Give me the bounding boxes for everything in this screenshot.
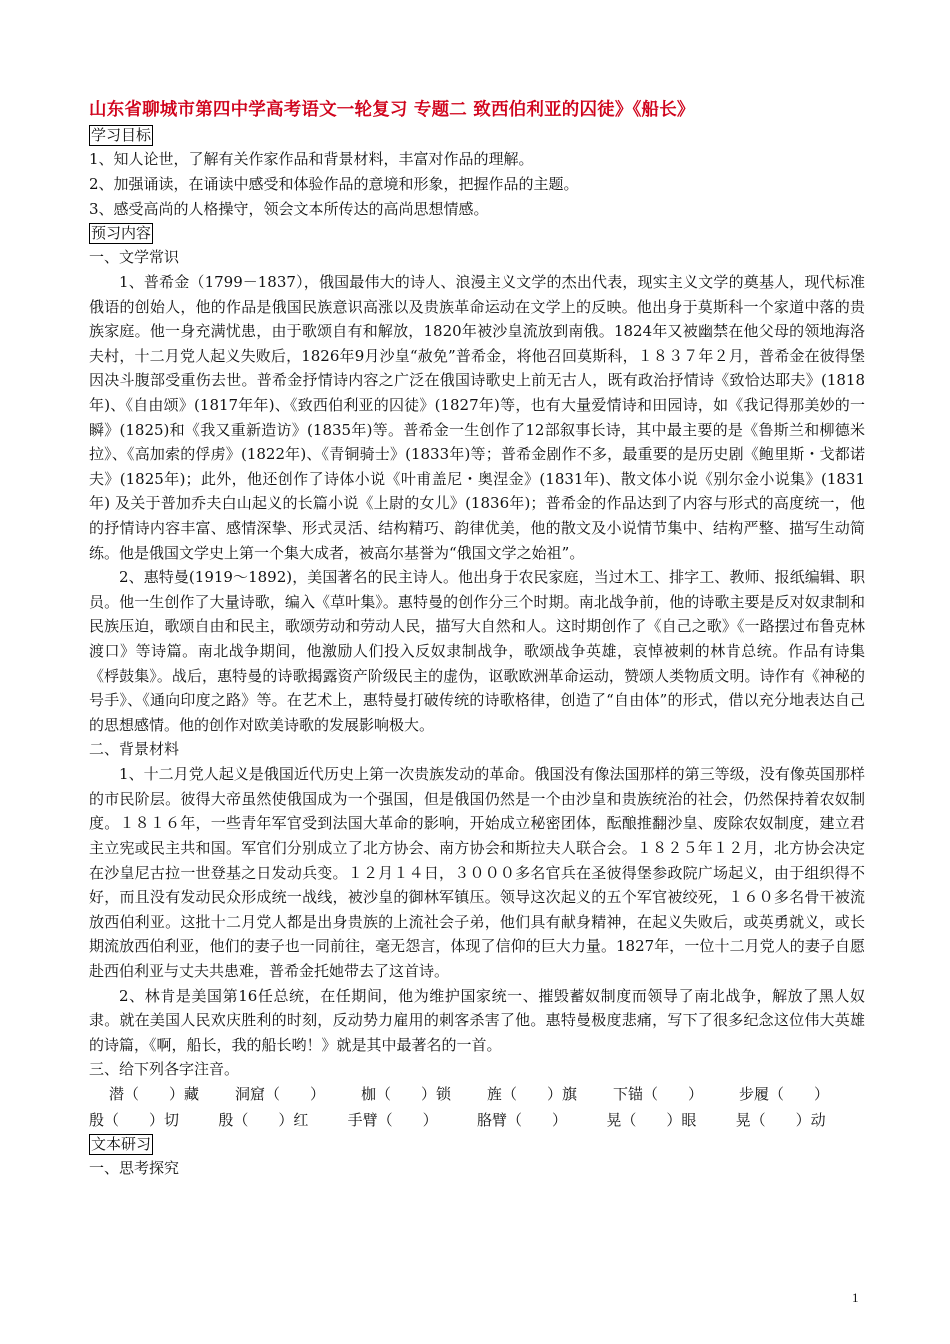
paragraph-whitman: 2、惠特曼(1919～1892)，美国著名的民主诗人。他出身于农民家庭，当过木工、排字工、教师、报纸编辑、职员。他一生创作了大量诗歌，编入《草叶集》。惠特曼的创作分三个时期。南北战争前，他的诗歌主要是反对奴隶制和民族压迫，歌颂自由和民主，歌颂劳动和劳动人民，描写大自然和人。这时期创作了《自己之歌》《一路摆过布鲁克林渡口》等诗篇。南北战争期间，他激励人们投入反奴隶制战争，歌颂战争英雄，哀悼被刺的林肯总统。作品有诗集《桴鼓集》。战后，惠特曼的诗歌揭露资产阶级民主的虚伪，讴歌欧洲革命运动，赞颂人类物质文明。诗作有《神秘的号手》、《通向印度之路》等。在艺术上，惠特曼打破传统的诗歌格律，创造了“自由体”的形式，借以充分地表达自己的思想感情。他的创作对欧美诗歌的发展影响极大。 (89, 568, 865, 734)
pinyin-item: 潜（ ）藏 (109, 1085, 200, 1104)
paragraph-decembrists: 1、十二月党人起义是俄国近代历史上第一次贵族发动的革命。俄国没有像法国那样的第三等级，没有像英国那样的市民阶层。彼得大帝虽然使俄国成为一个强国，但是俄国仍然是一个由沙皇和贵族统治的社会，仍然保持着农奴制度。１８１６年，一些青年军官受到法国大革命的影响，开始成立秘密团体，酝酿推翻沙皇、废除农奴制度，建立君主立宪或民主共和国。军官们分别成立了北方协会、南方协会和斯拉夫人联合会。１８２５年１２月，北方协会决定在沙皇尼古拉一世登基之日发动兵变。１２月１４日，３０００多名官兵在圣彼得堡参政院广场起义，由于组织得不好，而且没有发动民众形成统一战线，被沙皇的御林军镇压。领导这次起义的五个军官被绞死，１６０多名骨干被流放西伯利亚。这批十二月党人都是出身贵族的上流社会子弟，他们具有献身精神，在起义失败后，或英勇就义，或长期流放西伯利亚，他们的妻子也一同前往，毫无怨言，体现了信仰的巨大力量。1827年，一位十二月党人的妻子自愿赴西伯利亚与丈夫共患难，普希金托她带去了这首诗。 (89, 765, 865, 981)
section-label-study: 文本研习 (91, 1135, 152, 1154)
pinyin-item: 下锚（ ） (613, 1085, 704, 1104)
document-page (89, 96, 865, 1181)
goal-item: 2、加强诵读，在诵读中感受和体验作品的意境和形象，把握作品的主题。 (89, 175, 579, 193)
paragraph-lincoln: 2、林肯是美国第16任总统，在任期间，他为维护国家统一、摧毁蓄奴制度而领导了南北战争，解放了黑人奴隶。就在美国人民欢庆胜利的时刻，反动势力雇用的刺客杀害了他。惠特曼极度悲痛，写下了很多纪念这位伟大英雄的诗篇，《啊，船长，我的船长哟！》就是其中最著名的一首。 (89, 986, 865, 1054)
pinyin-row (89, 1082, 865, 1108)
pinyin-item: 洞窟（ ） (235, 1085, 326, 1104)
heading-literature: 一、文学常识 (89, 248, 180, 266)
pinyin-item: 旌（ ）旗 (487, 1085, 578, 1104)
pinyin-item: 晃（ ）眼 (606, 1110, 697, 1129)
pinyin-item: 殷（ ）红 (218, 1110, 309, 1129)
section-label-goals: 学习目标 (91, 126, 152, 144)
pinyin-item: 胳臂（ ） (476, 1110, 567, 1129)
goal-item: 1、知人论世，了解有关作家作品和背景材料，丰富对作品的理解。 (89, 150, 534, 168)
pinyin-item: 手臂（ ） (347, 1110, 438, 1129)
pinyin-item: 步履（ ） (739, 1085, 830, 1104)
pinyin-item: 殷（ ）切 (89, 1110, 180, 1129)
pinyin-item: 晃（ ）动 (735, 1110, 826, 1129)
pinyin-item: 枷（ ）锁 (361, 1085, 452, 1104)
heading-background: 二、背景材料 (89, 740, 180, 759)
document-title: 山东省聊城市第四中学高考语文一轮复习 专题二 致西伯利亚的囚徒》《船长》 (89, 100, 695, 120)
section-label-preview: 预习内容 (91, 224, 152, 242)
page-number: 1 (852, 1290, 859, 1305)
heading-explore: 一、思考探究 (89, 1159, 180, 1178)
goal-item: 3、感受高尚的人格操守，领会文本所传达的高尚思想情感。 (89, 200, 489, 218)
heading-pinyin: 三、给下列各字注音。 (89, 1060, 240, 1079)
paragraph-pushkin: 1、普希金（1799－1837），俄国最伟大的诗人、浪漫主义文学的杰出代表，现实主义文学的奠基人，现代标准俄语的创始人，他的作品是俄国民族意识高涨以及贵族革命运动在文学上的反映。他出身于莫斯科一个家道中落的贵族家庭。他一身充满忧患，由于歌颂自有和解放，1820年被沙皇流放到南俄。1824年又被幽禁在他父母的领地海洛夫村，十二月党人起义失败后，1826年9月沙皇“赦免”普希金，将他召回莫斯科，１８３７年２月，普希金在彼得堡因决斗腹部受重伤去世。普希金抒情诗内容之广泛在俄国诗歌史上前无古人，既有政治抒情诗《致恰达耶夫》(1818年)、《自由颂》(1817年年)、《致西伯利亚的囚徒》(1827年)等，也有大量爱情诗和田园诗，如《我记得那美妙的一瞬》(1825)和《我又重新造访》(1835年)等。普希金一生创作了12部叙事长诗，其中最主要的是《鲁斯兰和柳德米拉》、《高加索的俘虏》(1822年)、《青铜骑士》(1833年)等；普希金剧作不多，最重要的是历史剧《鲍里斯・戈都诺夫》(1825年)；此外，他还创作了诗体小说《叶甫盖尼・奥涅金》(1831年)、散文体小说《别尔金小说集》(1831年) 及关于普加乔夫白山起义的长篇小说《上尉的女儿》(1836年)；普希金的作品达到了内容与形式的高度统一，他的抒情诗内容丰富、感情深挚、形式灵活、结构精巧、韵律优美，他的散文及小说情节集中、结构严整、描写生动简练。他是俄国文学史上第一个集大成者，被高尔基誉为“俄国文学之始祖”。 (89, 273, 865, 562)
pinyin-row (89, 1108, 865, 1134)
